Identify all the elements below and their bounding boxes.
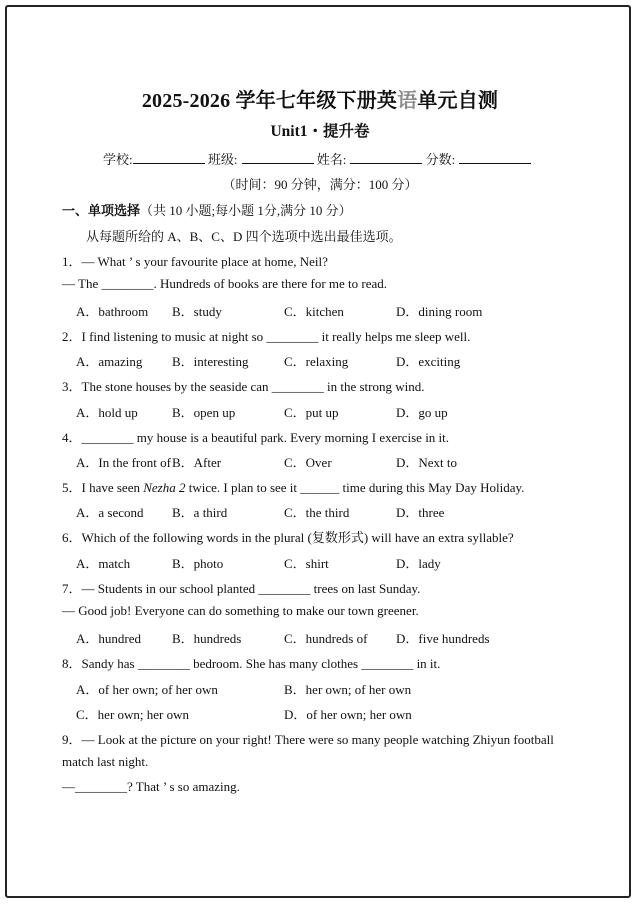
class-blank[interactable] — [242, 151, 314, 164]
question-1-stem: 1．— What ’ s your favourite place at home, Neil? — [62, 254, 328, 269]
page-title: 2025-2026 学年七年级下册英语单元自测 — [141, 90, 499, 112]
question-3-stem: 3．The stone houses by the seaside can ________ in the strong wind. — [62, 379, 425, 394]
question-7-option-a[interactable]: A．hundred — [76, 631, 141, 646]
question-1-line-2: — The ________. Hundreds of books are there for me to read. — [62, 276, 388, 291]
question-4-option-a[interactable]: A．In the front of — [76, 455, 171, 470]
question-8-option-a[interactable]: A．of her own; of her own — [76, 682, 218, 697]
question-5-option-d[interactable]: D．three — [396, 505, 445, 520]
question-1-option-c[interactable]: C．kitchen — [284, 304, 344, 319]
score-blank[interactable] — [459, 151, 531, 164]
section-instruction: 从每题所给的 A、B、C、D 四个选项中选出最佳选项。 — [86, 229, 402, 244]
time-info: （时间：90 分钟，满分：100 分） — [222, 177, 418, 192]
name-label: 姓名: — [316, 152, 347, 167]
question-3-option-b[interactable]: B．open up — [172, 405, 236, 420]
class-label: 班级: — [207, 152, 238, 167]
question-8-option-b[interactable]: B．her own; of her own — [284, 682, 412, 697]
question-6-option-d[interactable]: D．lady — [396, 556, 441, 571]
question-3-option-d[interactable]: D．go up — [396, 405, 448, 420]
student-info-line — [103, 149, 531, 168]
question-3-option-c[interactable]: C．put up — [284, 405, 339, 420]
question-7-option-d[interactable]: D．five hundreds — [396, 631, 490, 646]
movie-title: Nezha 2 — [143, 480, 186, 495]
question-8-stem: 8．Sandy has ________ bedroom. She has many clothes ________ in it. — [62, 656, 441, 671]
question-2-stem: 2．I find listening to music at night so ________ it really helps me sleep well. — [62, 329, 471, 344]
question-9-line-2: match last night. — [62, 754, 149, 769]
question-2-option-b[interactable]: B．interesting — [172, 354, 249, 369]
school-label: 学校: — [103, 152, 133, 167]
question-6-option-c[interactable]: C．shirt — [284, 556, 329, 571]
question-3-option-a[interactable]: A．hold up — [76, 405, 138, 420]
section-heading: 一、单项选择（共 10 小题;每小题 1分,满分 10 分） — [62, 203, 352, 218]
question-9-line-3: —________? That ’ s so amazing. — [62, 779, 240, 794]
question-6-stem: 6．Which of the following words in the plural (复数形式) will have an extra syllable? — [62, 530, 514, 545]
score-label: 分数: — [425, 152, 456, 167]
question-4-option-c[interactable]: C．Over — [284, 455, 332, 470]
question-1-option-a[interactable]: A．bathroom — [76, 304, 149, 319]
question-4-stem: 4．________ my house is a beautiful park. Every morning I exercise in it. — [62, 430, 450, 445]
name-blank[interactable] — [350, 151, 422, 164]
school-blank[interactable] — [133, 151, 205, 164]
question-4-option-b[interactable]: B．After — [172, 455, 222, 470]
question-5-option-b[interactable]: B．a third — [172, 505, 228, 520]
question-7-option-b[interactable]: B．hundreds — [172, 631, 242, 646]
question-2-option-c[interactable]: C．relaxing — [284, 354, 349, 369]
question-2-option-a[interactable]: A．amazing — [76, 354, 143, 369]
question-6-option-b[interactable]: B．photo — [172, 556, 224, 571]
question-1-option-b[interactable]: B．study — [172, 304, 222, 319]
question-5-option-c[interactable]: C．the third — [284, 505, 350, 520]
question-2-option-d[interactable]: D．exciting — [396, 354, 461, 369]
question-8-option-d[interactable]: D．of her own; her own — [284, 707, 412, 722]
question-7-line-2: — Good job! Everyone can do something to make our town greener. — [62, 603, 419, 618]
question-7-stem: 7．— Students in our school planted ________ trees on last Sunday. — [62, 581, 421, 596]
title-highlight-char: 语 — [397, 90, 418, 112]
question-4-option-d[interactable]: D．Next to — [396, 455, 458, 470]
question-6-option-a[interactable]: A．match — [76, 556, 131, 571]
question-8-option-c[interactable]: C．her own; her own — [76, 707, 190, 722]
question-5-stem: 5．I have seen Nezha 2 twice. I plan to see it ______ time during this May Day Holiday. — [62, 480, 525, 495]
question-7-option-c[interactable]: C．hundreds of — [284, 631, 368, 646]
question-9-stem: 9．— Look at the picture on your right! There were so many people watching Zhiyun football — [62, 732, 554, 747]
question-1-option-d[interactable]: D．dining room — [396, 304, 483, 319]
question-5-option-a[interactable]: A．a second — [76, 505, 144, 520]
page-subtitle: Unit1・提升卷 — [270, 123, 370, 140]
